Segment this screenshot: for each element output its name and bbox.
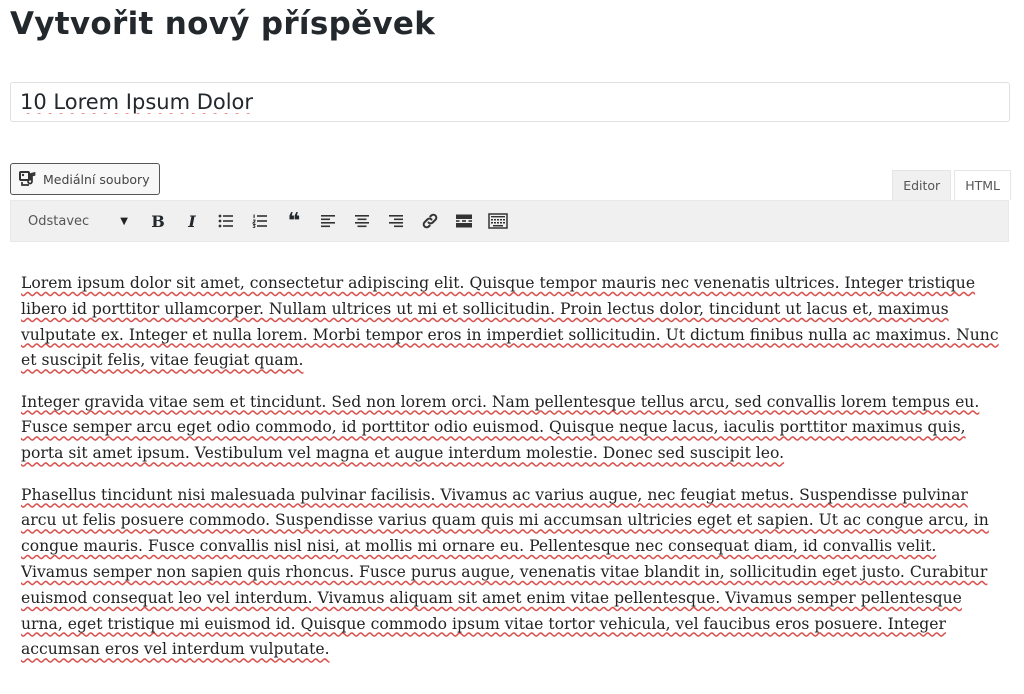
content-paragraph: Phasellus tincidunt nisi malesuada pulvinar facilisis. Vivamus ac varius augue, nec feugiat metus. Suspendisse pulvinar arcu ut felis posuere commodo. Suspendisse varius quam quis mi accumsan ultricies eget et sapien. Ut ac congue arcu, in congue mauris. Fusce convallis nisl nisi, at mollis mi ornare eu. Pellentesque nec consequat diam, id convallis velit. Vivamus semper non sapien quis rhoncus. Fusce purus augue, venenatis vitae blandit in, sollicitudin eget justo. Curabitur euismod consequat leo vel interdum. Vivamus aliquam sit amet enim vitae pellentesque. Vivamus semper pellentesque urna, eget tristique mi euismod id. Quisque commodo ipsum vitae tortor vehicula, vel faucibus eros posuere. Integer accumsan eros vel interdum vulputate. [21,485,989,659]
keyboard-icon [488,213,508,229]
align-left-button[interactable] [311,206,345,236]
align-right-button[interactable] [379,206,413,236]
chevron-down-icon: ▼ [120,215,128,227]
link-icon [421,212,439,230]
media-button[interactable] [10,163,160,195]
content-paragraph: Integer gravida vitae sem et tincidunt. Sed non lorem orci. Nam pellentesque tellus arcu, sed convallis lorem tempus eu. Fusce semper arcu eget odio commodo, id porttitor odio euismod. Quisque neque lacus, iaculis porttitor maximus quis, porta sit amet ipsum. Vestibulum vel magna et augue interdum molestie. Donec sed suscipit leo. [21,392,980,463]
align-center-icon [354,214,370,228]
numbered-list-icon [252,214,268,228]
post-title-input[interactable] [10,82,1010,122]
media-icon [19,171,37,187]
bold-button[interactable] [141,206,175,236]
toolbar-toggle-button[interactable] [481,206,515,236]
read-more-icon [455,214,473,228]
blockquote-button[interactable] [277,206,311,236]
align-right-icon [388,214,404,228]
read-more-button[interactable] [447,206,481,236]
editor-mode-tabs [892,170,1011,200]
align-center-button[interactable] [345,206,379,236]
content-paragraph: Lorem ipsum dolor sit amet, consectetur adipiscing elit. Quisque tempor mauris nec venenatis ultrices. Integer tristique libero id porttitor ullamcorper. Nullam ultrices ut mi et sollicitudin. Proin lectus dolor, tincidunt ut lacus et, maximus vulputate ex. Integer et nulla lorem. Morbi tempor eros in imperdiet sollicitudin. Ut dictum finibus nulla ac maximus. Nunc et suscipit felis, vitae feugiat quam. [21,274,999,370]
numbered-list-button[interactable] [243,206,277,236]
format-select[interactable] [17,209,135,233]
tab-html[interactable]: HTML [954,170,1011,200]
editor-content[interactable] [21,271,1006,679]
align-left-icon [320,214,336,228]
media-button-label: Mediální soubory [43,171,150,187]
page-title: Vytvořit nový příspěvek [10,6,436,42]
quote-icon: ❝ [287,208,301,234]
italic-button[interactable] [175,206,209,236]
link-button[interactable] [413,206,447,236]
editor-toolbar [10,200,1009,242]
bullet-list-button[interactable] [209,206,243,236]
bold-icon: B [151,211,165,231]
bullet-list-icon [218,214,234,228]
italic-icon: I [188,211,196,231]
format-select-value: Odstavec [28,213,90,229]
tab-editor[interactable]: Editor [892,170,951,200]
